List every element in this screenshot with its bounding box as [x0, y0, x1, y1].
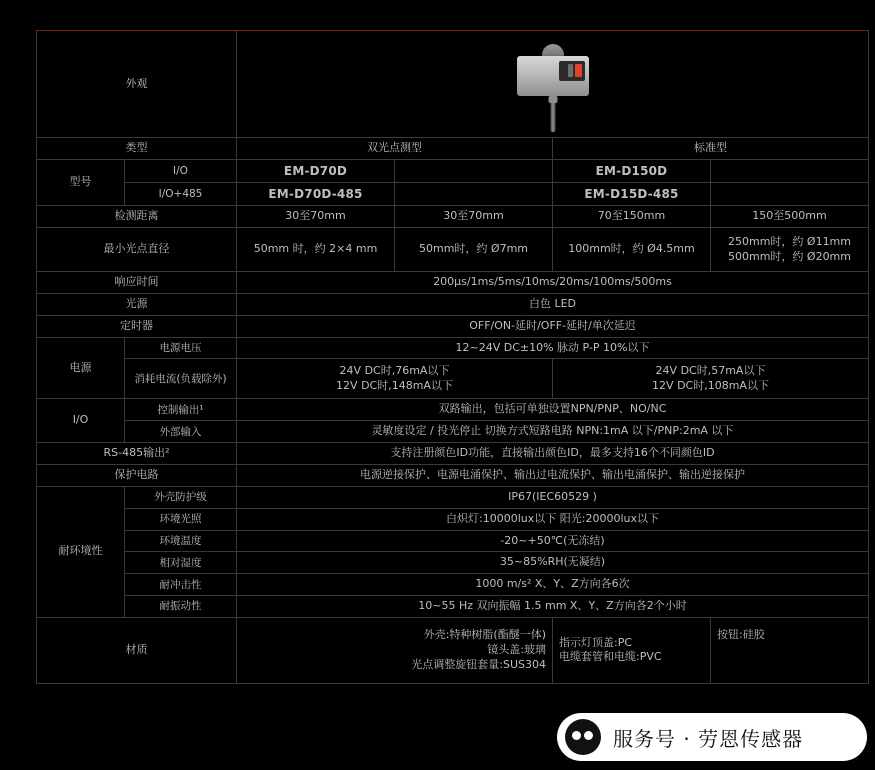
table-row-io-control [37, 399, 869, 421]
power-current-dual [237, 359, 553, 399]
spot-value-2: 50mm时，约 Ø7mm [395, 228, 553, 272]
table-row-spot-diameter [37, 228, 869, 272]
row-sublabel-power-voltage: 电源电压 [125, 337, 237, 359]
env-shock-value: 1000 m/s² X、Y、Z方向各6次 [237, 574, 869, 596]
env-ip-value: IP67(IEC60529 ) [237, 486, 869, 508]
appearance-image-cell [237, 31, 869, 138]
row-label-timer: 定时器 [37, 315, 237, 337]
row-label-rs485: RS-485输出² [37, 443, 237, 465]
row-sublabel-io485: I/O+485 [125, 183, 237, 206]
table-row-io-external [37, 421, 869, 443]
table-row-power-current [37, 359, 869, 399]
table-row-type [37, 138, 869, 160]
model-io485-blank-1 [395, 183, 553, 206]
light-source-value: 白色 LED [237, 293, 869, 315]
material-col-1 [237, 617, 553, 683]
model-io-blank-1 [395, 159, 553, 182]
spot-value-3: 100mm时，约 Ø4.5mm [553, 228, 711, 272]
table-row-protection [37, 464, 869, 486]
row-label-light-source: 光源 [37, 293, 237, 315]
material-col-2-line2: 电缆套管和电缆:PVC [559, 650, 662, 664]
row-label-model: 型号 [37, 159, 125, 205]
sensor-body [517, 56, 589, 96]
model-io485-blank-2 [711, 183, 869, 206]
material-col-3 [711, 617, 869, 683]
env-temp-value: -20~+50℃(无冻结) [237, 530, 869, 552]
watermark-badge [557, 713, 867, 761]
row-sublabel-io: I/O [125, 159, 237, 182]
row-sublabel-env-light: 环境光照 [125, 508, 237, 530]
table-row-material [37, 617, 869, 683]
power-current-dual-line2: 12V DC时,148mA以下 [336, 378, 453, 392]
row-sublabel-env-ip: 外壳防护级 [125, 486, 237, 508]
env-light-value: 白炽灯:10000lux以下 阳光:20000lux以下 [237, 508, 869, 530]
table-row-power-voltage [37, 337, 869, 359]
table-row-model-io [37, 159, 869, 182]
spot-value-4-line2: 500mm时，约 Ø20mm [727, 249, 851, 263]
row-label-response-time: 响应时间 [37, 272, 237, 294]
row-sublabel-env-vibration: 耐振动性 [125, 596, 237, 618]
env-vibration-value: 10~55 Hz 双向振幅 1.5 mm X、Y、Z方向各2个小时 [237, 596, 869, 618]
row-label-io: I/O [37, 399, 125, 443]
spec-sheet [36, 30, 868, 770]
row-label-detection-range: 检测距离 [37, 206, 237, 228]
row-sublabel-env-humidity: 相对湿度 [125, 552, 237, 574]
range-value-1: 30至70mm [237, 206, 395, 228]
row-sublabel-env-shock: 耐冲击性 [125, 574, 237, 596]
protection-value: 电源逆接保护、电源电涌保护、输出过电流保护、输出电涌保护、输出逆接保护 [237, 464, 869, 486]
power-current-dual-line1: 24V DC时,76mA以下 [339, 364, 450, 378]
spot-value-4-line1: 250mm时，约 Ø11mm [727, 234, 851, 248]
table-row-env-light [37, 508, 869, 530]
io-external-value: 灵敏度设定 / 投光停止 切换方式短路电路 NPN:1mA 以下/PNP:2mA 以下 [237, 421, 869, 443]
row-sublabel-io-external: 外部输入 [125, 421, 237, 443]
response-time-value: 200μs/1ms/5ms/10ms/20ms/100ms/500ms [237, 272, 869, 294]
model-io-blank-2 [711, 159, 869, 182]
sensor-cable [550, 96, 555, 132]
material-col-3-line1: 按钮:硅胶 [717, 627, 765, 641]
material-col-2 [553, 617, 711, 683]
power-current-standard-line2: 12V DC时,108mA以下 [652, 378, 769, 392]
table-row-appearance [37, 31, 869, 138]
specification-table [36, 30, 869, 684]
row-label-power: 电源 [37, 337, 125, 399]
material-col-2-line1: 指示灯顶盖:PC [559, 635, 633, 649]
table-row-light-source [37, 293, 869, 315]
table-row-env-temp [37, 530, 869, 552]
watermark-text: 服务号 · 劳恩传感器 [613, 726, 804, 751]
table-row-response-time [37, 272, 869, 294]
row-sublabel-io-control: 控制输出¹ [125, 399, 237, 421]
power-voltage-value: 12~24V DC±10% 脉动 P-P 10%以下 [237, 337, 869, 359]
spot-value-4 [711, 228, 869, 272]
range-value-3: 70至150mm [553, 206, 711, 228]
row-label-environment: 耐环境性 [37, 486, 125, 617]
row-label-type: 类型 [37, 138, 237, 160]
timer-value: OFF/ON-延时/OFF-延时/单次延迟 [237, 315, 869, 337]
model-io485-d15d485: EM-D15D-485 [553, 183, 711, 206]
power-current-standard-line1: 24V DC时,57mA以下 [655, 364, 766, 378]
sensor-led-red [575, 64, 582, 77]
type-value-standard: 标准型 [553, 138, 869, 160]
model-io-d70d: EM-D70D [237, 159, 395, 182]
table-row-timer [37, 315, 869, 337]
model-io-d150d: EM-D150D [553, 159, 711, 182]
material-col-1-line1: 外壳:特种树脂(酯醚一体) [423, 628, 546, 642]
color-sensor-illustration [241, 34, 864, 134]
table-row-env-humidity [37, 552, 869, 574]
row-sublabel-power-current: 消耗电流(负载除外) [125, 359, 237, 399]
sensor-led-grey [568, 64, 573, 77]
model-io485-d70d485: EM-D70D-485 [237, 183, 395, 206]
table-row-env-ip [37, 486, 869, 508]
material-col-1-line2: 镜头盖:玻璃 [487, 642, 546, 656]
power-current-standard [553, 359, 869, 399]
spot-value-1: 50mm 时，约 2×4 mm [237, 228, 395, 272]
panda-logo-icon [565, 719, 601, 755]
io-control-value: 双路输出，包括可单独设置NPN/PNP、NO/NC [237, 399, 869, 421]
table-row-rs485 [37, 443, 869, 465]
row-label-spot-diameter: 最小光点直径 [37, 228, 237, 272]
table-row-model-io485 [37, 183, 869, 206]
table-row-env-shock [37, 574, 869, 596]
row-label-protection: 保护电路 [37, 464, 237, 486]
row-label-appearance: 外观 [37, 31, 237, 138]
env-humidity-value: 35~85%RH(无凝结) [237, 552, 869, 574]
row-sublabel-env-temp: 环境温度 [125, 530, 237, 552]
range-value-4: 150至500mm [711, 206, 869, 228]
material-col-1-line3: 光点调整旋钮套量:SUS304 [411, 657, 546, 671]
rs485-value: 支持注册颜色ID功能，直接输出颜色ID，最多支持16个不同颜色ID [237, 443, 869, 465]
table-row-env-vibration [37, 596, 869, 618]
row-label-material: 材质 [37, 617, 237, 683]
type-value-dual-spot: 双光点测型 [237, 138, 553, 160]
range-value-2: 30至70mm [395, 206, 553, 228]
table-row-detection-range [37, 206, 869, 228]
